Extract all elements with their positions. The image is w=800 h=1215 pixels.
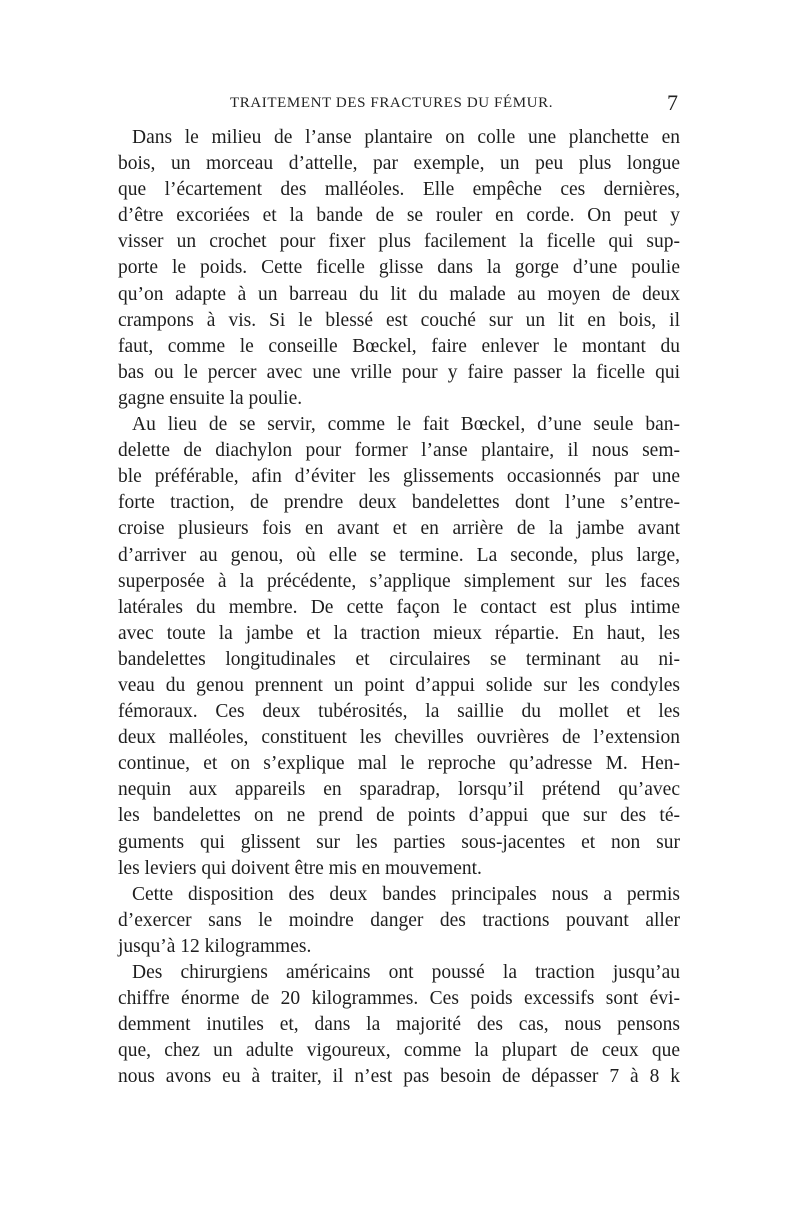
text-line: veau du genou prennent un point d’appui solide sur les condyles [118,674,680,696]
page-number: 7 [667,90,678,115]
text-line: fémoraux. Ces deux tubérosités, la saillie du mollet et les [118,701,680,723]
body-text [118,125,680,1090]
text-line: les bandelettes on ne prend de points d’appui que sur des té- [118,805,680,827]
text-line: faut, comme le conseille Bœckel, faire enlever le montant du [118,335,680,357]
text-line: ble préférable, afin d’éviter les glissements occasionnés par une [118,466,680,488]
text-line: nequin aux appareils en sparadrap, lorsqu’il prétend qu’avec [118,779,680,801]
text-line: guments qui glissent sur les parties sous-jacentes et non sur [118,831,680,853]
text-line: d’arriver au genou, où elle se termine. La seconde, plus large, [118,544,680,566]
text-line: bois, un morceau d’attelle, par exemple, un peu plus longue [118,153,680,175]
text-line: d’exercer sans le moindre danger des tractions pouvant aller [118,909,680,931]
text-line: gagne ensuite la poulie. [118,387,303,409]
text-line: bas ou le percer avec une vrille pour y faire passer la ficelle qui [118,361,680,383]
text-line: chiffre énorme de 20 kilogrammes. Ces poids excessifs sont évi- [118,988,680,1010]
text-line: qu’on adapte à un barreau du lit du malade au moyen de deux [118,283,680,305]
text-line: Dans le milieu de l’anse plantaire on colle une planchette en [132,127,680,148]
text-line: que l’écartement des malléoles. Elle empêche ces dernières, [118,179,680,201]
text-line: avec toute la jambe et la traction mieux répartie. En haut, les [118,622,680,644]
text-line: les leviers qui doivent être mis en mouvement. [118,857,482,879]
text-line: croise plusieurs fois en avant et en arrière de la jambe avant [118,518,680,540]
text-line: superposée à la précédente, s’applique simplement sur les faces [118,570,680,592]
text-line: forte traction, de prendre deux bandelettes dont l’une s’entre- [118,492,680,514]
text-line: visser un crochet pour fixer plus facilement la ficelle qui sup- [118,231,680,253]
text-line: crampons à vis. Si le blessé est couché sur un lit en bois, il [118,309,680,331]
text-line: continue, et on s’explique mal le reproche qu’adresse M. Hen- [118,753,680,775]
page-header [118,90,680,117]
text-line: deux malléoles, constituent les chevilles ouvrières de l’extension [118,727,680,749]
text-line: d’être excoriées et la bande de se rouler en corde. On peut y [118,205,680,227]
text-line: demment inutiles et, dans la majorité des cas, nous pensons [118,1014,680,1036]
text-line: delette de diachylon pour former l’anse plantaire, il nous sem- [118,440,680,462]
text-line: jusqu’à 12 kilogrammes. [118,935,312,957]
text-line: porte le poids. Cette ficelle glisse dans la gorge d’une poulie [118,257,680,279]
text-line: Au lieu de se servir, comme le fait Bœckel, d’une seule ban- [132,414,680,436]
text-line: latérales du membre. De cette façon le contact est plus intime [118,596,680,618]
running-title: TRAITEMENT DES FRACTURES DU FÉMUR. [230,95,554,111]
text-line: nous avons eu à traiter, il n’est pas besoin de dépasser 7 à 8 k [118,1066,680,1088]
text-line: Des chirurgiens américains ont poussé la traction jusqu’au [132,962,680,983]
text-line: Cette disposition des deux bandes principales nous a permis [132,883,680,905]
text-line: que, chez un adulte vigoureux, comme la plupart de ceux que [118,1040,680,1062]
text-line: bandelettes longitudinales et circulaires se terminant au ni- [118,648,680,670]
